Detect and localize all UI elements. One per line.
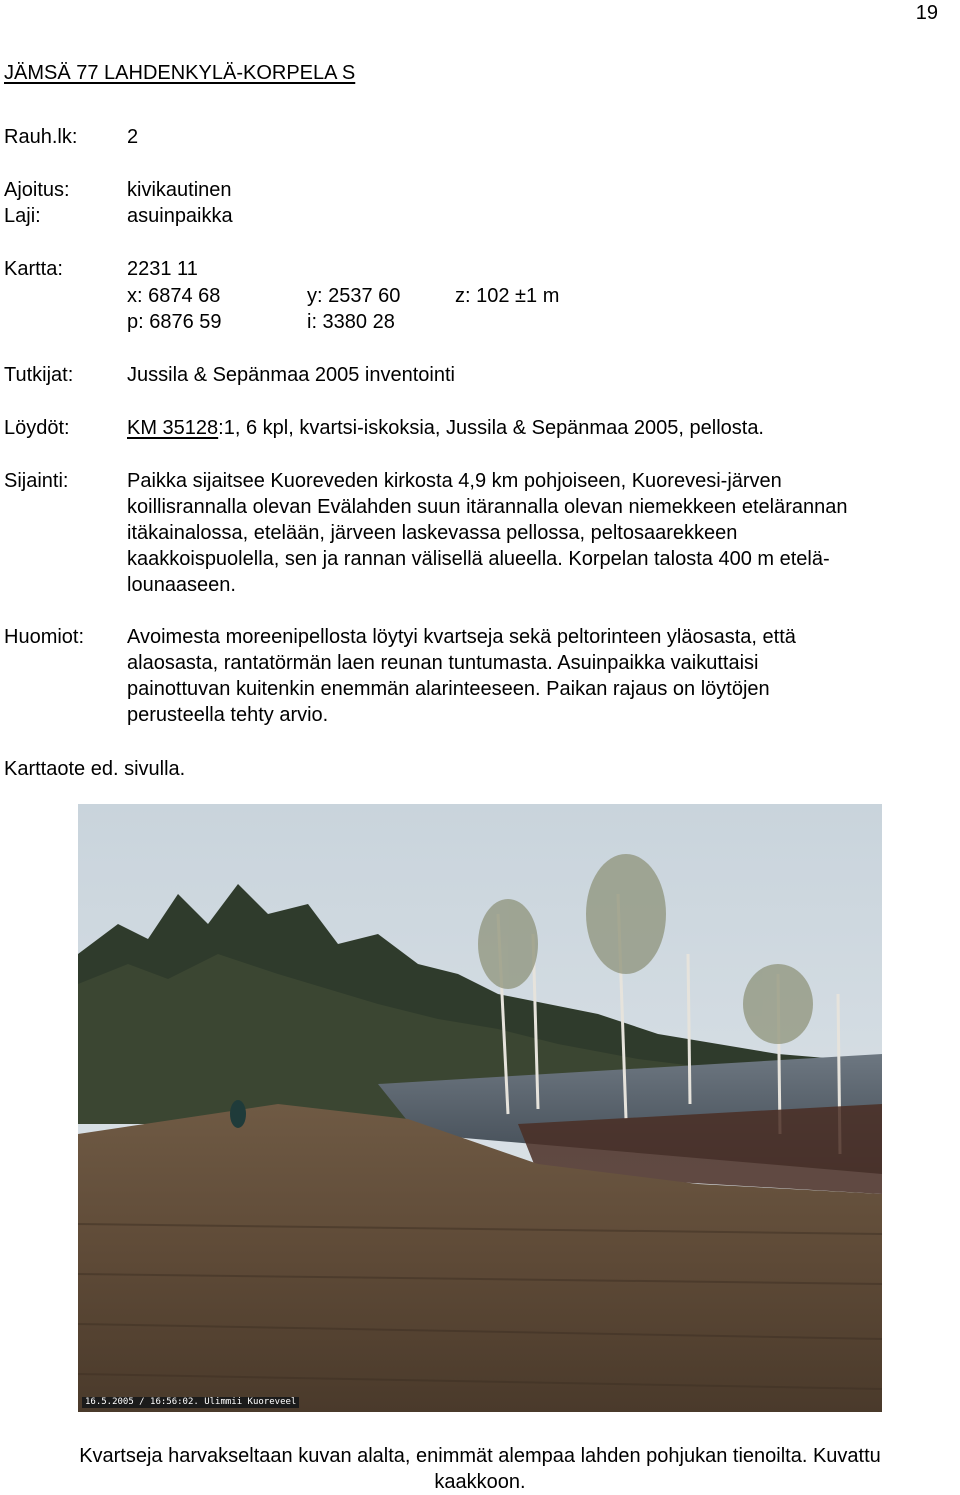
page-number: 19 <box>915 2 938 24</box>
loydot-label: Löydöt: <box>4 417 70 439</box>
kartta-value: 2231 11 <box>127 258 198 280</box>
sijainti-line: lounaaseen. <box>127 574 236 596</box>
sijainti-label: Sijainti: <box>4 470 69 492</box>
huomiot-line: Avoimesta moreenipellosta löytyi kvartseja sekä peltorinteen yläosasta, että <box>127 626 796 648</box>
caption-line: Kvartseja harvakseltaan kuvan alalta, enimmät alempaa lahden pohjukan tienoilta. Kuvattu <box>79 1445 881 1467</box>
page-title: JÄMSÄ 77 LAHDENKYLÄ-KORPELA S <box>4 62 356 84</box>
kartta-label: Kartta: <box>4 258 63 280</box>
rauh-label: Rauh.lk: <box>4 126 78 148</box>
rauh-value: 2 <box>127 126 139 148</box>
loydot-value <box>127 415 764 441</box>
sijainti-line: kaakkoispuolella, sen ja rannan välisellä alueella. Korpelan talosta 400 m etelä- <box>127 548 830 570</box>
sijainti-line: itäkainalossa, etelään, järveen laskevassa pellossa, peltosaarekkeen <box>127 522 738 544</box>
site-photo-illustration <box>78 804 882 1412</box>
laji-label: Laji: <box>4 205 41 227</box>
ajoitus-label: Ajoitus: <box>4 179 70 201</box>
tutkijat-label: Tutkijat: <box>4 364 74 386</box>
coord-i: i: 3380 28 <box>307 311 395 333</box>
caption-line: kaakkoon. <box>434 1471 526 1493</box>
sijainti-text <box>127 468 953 598</box>
loydot-details: :1, 6 kpl, kvartsi-iskoksia, Jussila & Sepänmaa 2005, pellosta. <box>218 417 764 439</box>
sijainti-line: koillisrannalla olevan Evälahden suun itärannalla olevan niemekkeen etelärannan <box>127 496 848 518</box>
huomiot-text <box>127 624 953 728</box>
coord-x: x: 6874 68 <box>127 285 221 307</box>
huomiot-label: Huomiot: <box>4 626 85 648</box>
ajoitus-value: kivikautinen <box>127 179 232 201</box>
huomiot-line: painottuvan kuitenkin enemmän alarinteeseen. Paikan rajaus on löytöjen <box>127 678 770 700</box>
tutkijat-value: Jussila & Sepänmaa 2005 inventointi <box>127 364 455 386</box>
coord-p: p: 6876 59 <box>127 311 222 333</box>
photo-timestamp: 16.5.2005 / 16:56:02. Ulimmii Kuoreveel <box>82 1397 299 1408</box>
huomiot-line: alaosasta, rantatörmän laen reunan tuntumasta. Asuinpaikka vaikuttaisi <box>127 652 759 674</box>
map-note: Karttaote ed. sivulla. <box>4 758 186 780</box>
sijainti-line: Paikka sijaitsee Kuoreveden kirkosta 4,9 km pohjoiseen, Kuorevesi-järven <box>127 470 782 492</box>
loydot-catalogue-number: KM 35128 <box>127 417 219 439</box>
laji-value: asuinpaikka <box>127 205 233 227</box>
coord-z: z: 102 ±1 m <box>455 285 560 307</box>
huomiot-line: perusteella tehty arvio. <box>127 704 329 726</box>
site-photo <box>78 804 882 1412</box>
coord-y: y: 2537 60 <box>307 285 401 307</box>
photo-caption <box>0 1443 960 1495</box>
